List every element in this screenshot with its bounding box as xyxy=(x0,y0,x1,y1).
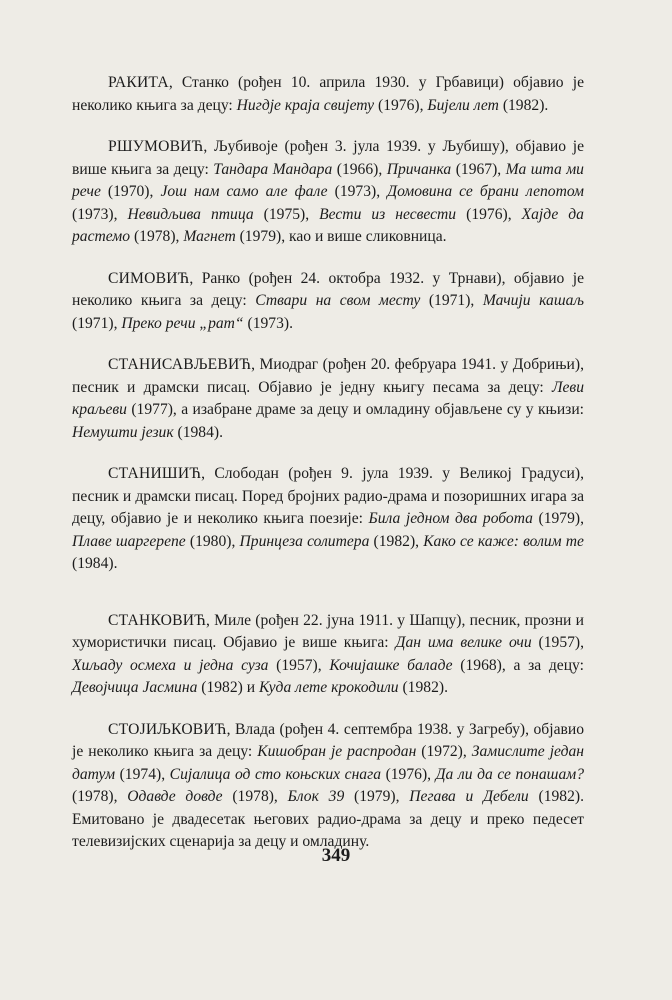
entry-text: (1968), а за децу: xyxy=(452,656,584,674)
entry-text: (1974), xyxy=(115,765,170,783)
entry-text: (1977), а изабране драме за децу и омладину објављене су у књизи: xyxy=(126,401,584,418)
entry-text: (1982). xyxy=(398,679,448,696)
entry-text: (1975), xyxy=(253,205,320,223)
entry-text: (1978), xyxy=(130,228,184,245)
author-surname: СИМОВИЋ xyxy=(108,269,190,287)
book-title: Принцеза солитера xyxy=(239,532,370,550)
entry-text: (1973), xyxy=(72,205,128,223)
book-title: Преко речи „рат“ xyxy=(121,314,244,332)
biography-entry xyxy=(72,719,584,854)
book-title: Леви краљеви xyxy=(72,378,584,418)
entry-text: (1970), xyxy=(100,183,161,200)
book-title: Плаве шаргерепе xyxy=(72,532,186,550)
entry-text: (1979), xyxy=(532,510,584,527)
entry-text: , Ранко (рођен 24. октобра 1932. у Трнави), објавио је неколико књига за децу: xyxy=(72,269,584,309)
entry-text: (1984). xyxy=(72,555,118,572)
book-title: Мачији кашаљ xyxy=(482,292,584,309)
book-title: Одавде довде xyxy=(127,788,223,805)
entry-text: (1982). xyxy=(498,96,549,114)
entry-text: (1973). xyxy=(243,314,293,332)
biography-entry xyxy=(72,354,584,444)
book-title: Бијели лет xyxy=(427,96,499,114)
biography-entry xyxy=(72,610,584,700)
book-title: Кочијашке баладе xyxy=(329,656,453,674)
entry-text: (1980), xyxy=(185,532,240,550)
book-title: Била једном два робота xyxy=(368,510,533,527)
entry-text: (1973), xyxy=(327,183,388,200)
book-title: Дан има велике очи xyxy=(395,634,532,651)
book-title: Пегава и Дебели xyxy=(409,788,529,805)
book-title: Блок 39 xyxy=(287,788,345,805)
entry-text: (1971), xyxy=(420,292,483,309)
book-title: Домовина се брани лепотом xyxy=(387,183,584,200)
book-title: Магнет xyxy=(183,228,236,245)
author-surname: СТАНИШИЋ xyxy=(108,465,202,482)
entry-text: , Станко (рођен 10. априла 1930. у Грбавици) објавио је неколико књига за децу: xyxy=(72,74,584,114)
author-surname: СТАНИСАВЉЕВИЋ xyxy=(108,356,252,373)
entry-text: (1972), xyxy=(416,743,472,760)
author-surname: СТАНКОВИЋ xyxy=(108,611,206,629)
entry-text: , Слободан (рођен 9. јула 1939. у Великој Градуси), песник и драмски писац. Поред бројних радио-драма и позоришних игара за децу, објавио је и неколико књига поезије: xyxy=(72,465,584,527)
entry-text: (1978), xyxy=(72,788,128,805)
book-title: Сијалица од сто коњских снага xyxy=(169,765,381,783)
entry-text: (1982) и xyxy=(197,679,259,696)
book-title: Да ли да се понашам? xyxy=(435,765,584,783)
entry-text: (1967), xyxy=(451,160,506,178)
book-title: Ма шта ми рече xyxy=(72,160,584,200)
biography-entry xyxy=(72,136,584,249)
book-title: Вести из несвести xyxy=(319,205,457,223)
book-title: Још нам само але фале xyxy=(160,183,328,200)
entry-text: (1971), xyxy=(72,314,122,332)
book-title: Ствари на свом месту xyxy=(255,292,421,309)
entry-text: , Љубивоје (рођен 3. јула 1939. у Љубишу), објавио је више књига за децу: xyxy=(72,138,584,178)
entry-text: (1978), xyxy=(222,788,288,805)
entry-text: (1976), xyxy=(456,205,522,223)
book-title: Хајде да растемо xyxy=(72,205,584,245)
book-title: Како се каже: волим те xyxy=(423,532,584,550)
biography-entry xyxy=(72,72,584,117)
book-title: Хиљаду осмеха и једна суза xyxy=(72,656,269,674)
entry-text: (1979), xyxy=(344,788,410,805)
entry-text: (1976), xyxy=(381,765,436,783)
author-surname: РАКИТА xyxy=(108,74,169,91)
book-title: Невидљива птица xyxy=(127,205,254,223)
entry-text: , Влада (рођен 4. септембра 1938. у Загребу), објавио је неколико књига за децу: xyxy=(72,720,584,760)
author-surname: СТОЈИЉКОВИЋ xyxy=(108,720,227,738)
entry-text: (1976), xyxy=(374,96,428,114)
entry-text: (1982). Емитовано је двадесетак његових радио-драма за децу и преко педесет телевизијских сценарија за децу и омладину. xyxy=(72,788,584,850)
entry-text: (1979), као и више сликовница. xyxy=(235,228,447,245)
book-title: Немушти језик xyxy=(72,423,174,441)
entry-text: , Миодраг (рођен 20. фебруара 1941. у Добрињи), песник и драмски писац. Објавио је једну књигу песама за децу: xyxy=(72,356,584,396)
book-title: Замислите један датум xyxy=(72,743,585,783)
book-title: Причанка xyxy=(386,160,452,178)
page-number: 349 xyxy=(321,845,351,866)
biography-entry xyxy=(72,463,584,576)
biography-entry xyxy=(72,268,584,336)
book-title: Девојчица Јасмина xyxy=(72,679,198,696)
entry-text: (1957), xyxy=(531,634,585,651)
entry-text: (1966), xyxy=(332,160,387,178)
entry-text: (1982), xyxy=(369,532,424,550)
entry-text: (1957), xyxy=(268,656,330,674)
book-title: Тандара Мандара xyxy=(213,160,333,178)
book-title: Куда лете крокодили xyxy=(259,679,399,696)
author-surname: РШУМОВИЋ xyxy=(108,138,204,155)
entry-text: , Миле (рођен 22. јуна 1911. у Шапцу), песник, прозни и хумористички писац. Објавио је више књига: xyxy=(72,611,584,651)
biography-list xyxy=(72,72,584,873)
entry-text: (1984). xyxy=(173,423,223,441)
book-title: Кишобран је распродан xyxy=(257,743,417,760)
book-title: Нигдје краја свијету xyxy=(236,96,375,114)
